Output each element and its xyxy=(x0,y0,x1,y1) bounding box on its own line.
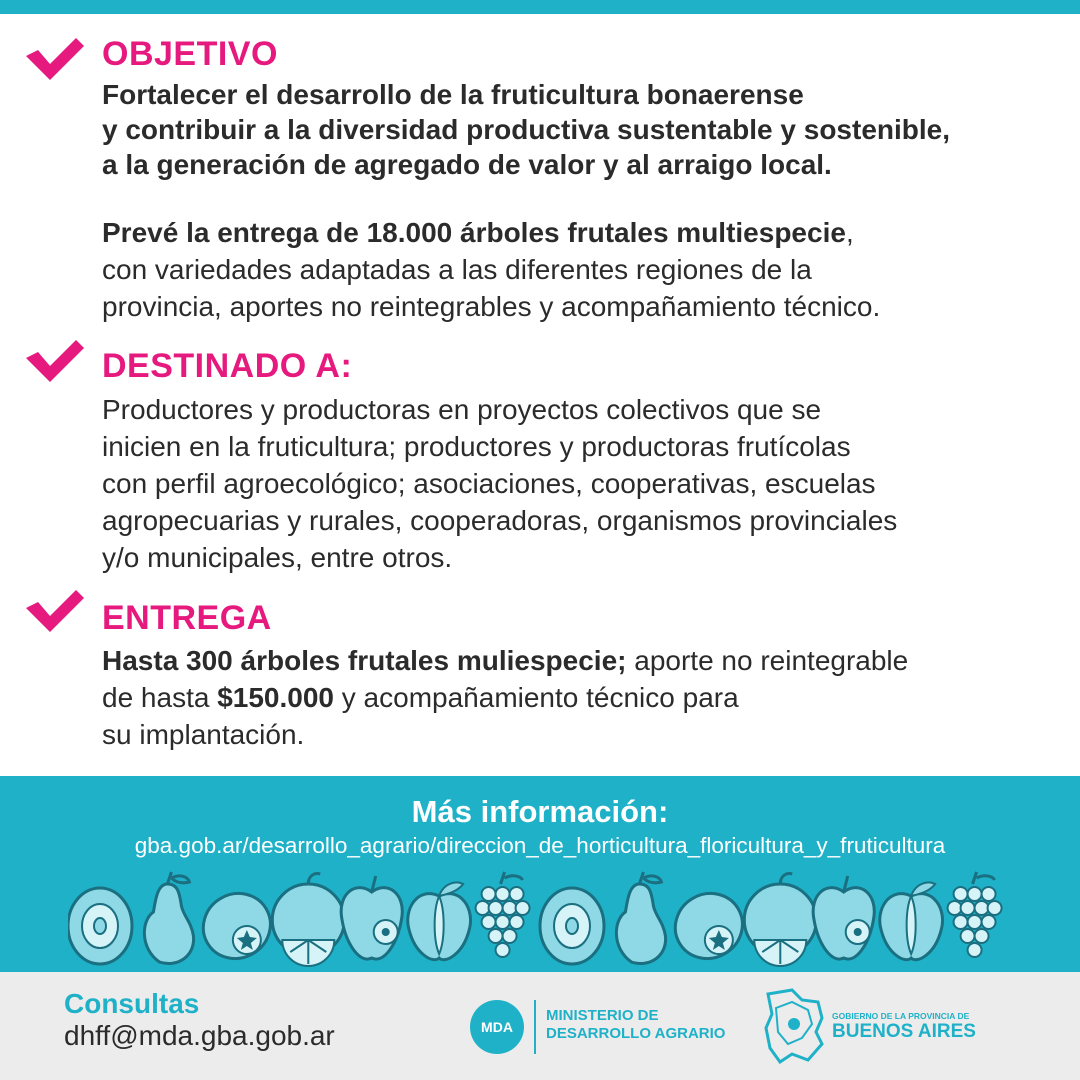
orange-icon xyxy=(272,873,344,966)
fruit-illustrations xyxy=(68,868,1012,968)
preve-line-3: provincia, aportes no reintegrables y acompañamiento técnico. xyxy=(102,291,881,322)
preve-comma: , xyxy=(845,217,854,248)
entrega-line-3: su implantación. xyxy=(102,719,305,750)
orange-icon xyxy=(744,873,816,966)
objetivo-heading: OBJETIVO xyxy=(102,35,278,73)
grapes-icon xyxy=(476,872,530,957)
destinado-line-1: Productores y productoras en proyectos colectivos que se xyxy=(102,394,822,425)
destinado-heading: DESTINADO A: xyxy=(102,347,353,385)
entrega-amount: $150.000 xyxy=(217,682,334,713)
checkmark-icon xyxy=(24,336,86,384)
top-accent-bar xyxy=(0,0,1080,14)
info-title: Más información: xyxy=(411,794,669,829)
pear-icon xyxy=(144,872,193,964)
entrega-rest-1: aporte no reintegrable xyxy=(626,645,909,676)
kiwi-icon xyxy=(540,888,604,964)
destinado-line-5: y/o municipales, entre otros. xyxy=(102,542,453,573)
grapes-icon xyxy=(948,872,1002,957)
consultas-label: Consultas xyxy=(64,988,200,1019)
preve-bold: Prevé la entrega de 18.000 árboles frutales multiespecie xyxy=(102,217,846,248)
peach-icon xyxy=(880,883,943,960)
lemon-icon xyxy=(663,881,754,968)
contact-email[interactable]: dhff@mda.gba.gob.ar xyxy=(64,1020,335,1051)
entrega-pre-2: de hasta xyxy=(102,682,218,713)
destinado-line-3: con perfil agroecológico; asociaciones, cooperativas, escuelas xyxy=(102,468,876,499)
checkmark-icon xyxy=(24,34,86,82)
gov-line-2: BUENOS AIRES xyxy=(832,1021,976,1042)
province-map-icon xyxy=(762,988,826,1064)
entrega-bold-1: Hasta 300 árboles frutales muliespecie; xyxy=(102,645,627,676)
objetivo-line-3: a la generación de agregado de valor y al arraigo local. xyxy=(102,149,832,180)
kiwi-icon xyxy=(68,888,132,964)
objetivo-line-2: y contribuir a la diversidad productiva sustentable y sostenible, xyxy=(102,114,951,145)
info-url[interactable]: gba.gob.ar/desarrollo_agrario/direccion_de_horticultura_floricultura_y_fruticultura xyxy=(134,833,946,858)
checkmark-icon xyxy=(24,586,86,634)
entrega-heading: ENTREGA xyxy=(102,599,272,637)
entrega-line-2 xyxy=(102,680,1062,715)
mda-logo-badge: MDA xyxy=(470,1000,524,1054)
lemon-icon xyxy=(191,881,282,968)
pear-icon xyxy=(616,872,665,964)
gov-line-1: GOBIERNO DE LA PROVINCIA DE xyxy=(832,1011,970,1021)
entrega-post-2: y acompañamiento técnico para xyxy=(334,682,739,713)
mda-name-line-2: DESARROLLO AGRARIO xyxy=(546,1025,726,1042)
apple-icon xyxy=(813,876,874,959)
preve-line-1 xyxy=(102,215,1062,250)
apple-icon xyxy=(341,876,402,959)
destinado-line-4: agropecuarias y rurales, cooperadoras, organismos provinciales xyxy=(102,505,898,536)
entrega-line-1 xyxy=(102,643,1062,678)
objetivo-line-1: Fortalecer el desarrollo de la fruticultura bonaerense xyxy=(102,79,804,110)
mda-name-line-1: MINISTERIO DE xyxy=(546,1007,659,1024)
destinado-line-2: inicien en la fruticultura; productores y productoras frutícolas xyxy=(102,431,851,462)
logo-divider xyxy=(534,1000,536,1054)
peach-icon xyxy=(408,883,471,960)
preve-line-2: con variedades adaptadas a las diferentes regiones de la xyxy=(102,254,812,285)
